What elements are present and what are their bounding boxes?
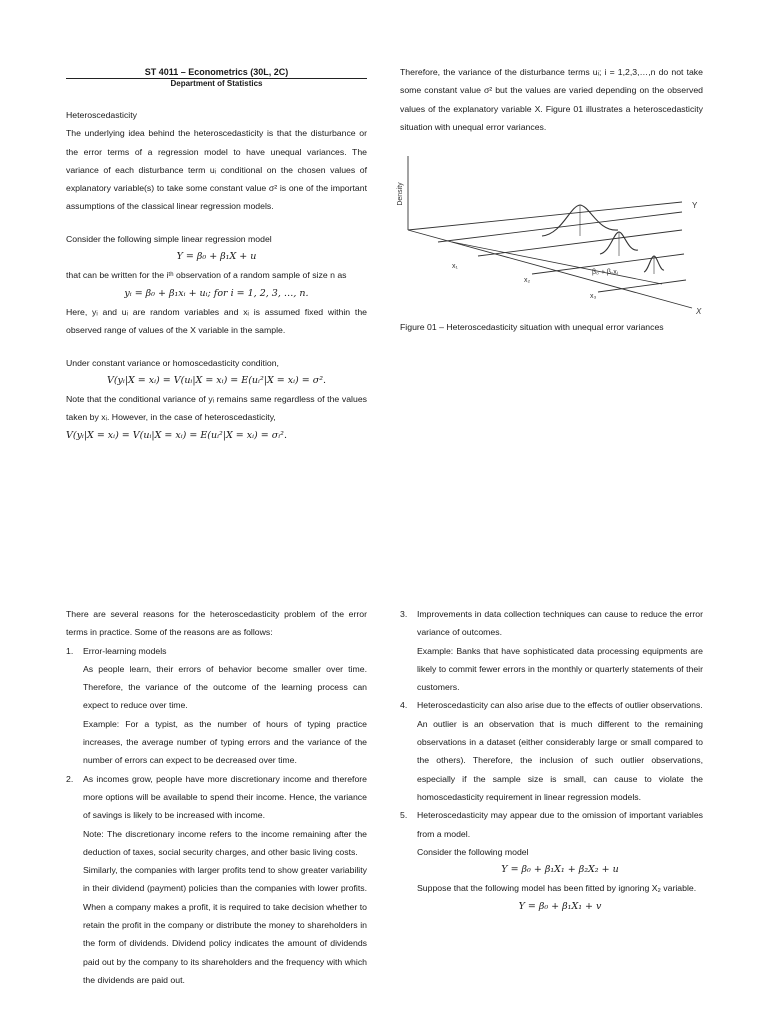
list-item <box>400 806 703 916</box>
full-model-equation: Y = β₀ + β₁X₁ + β₂X₂ + u <box>501 864 619 876</box>
homoscedasticity-equation: V(yᵢ|X = xᵢ) = V(uᵢ|X = xᵢ) = E(uᵢ²|X = xᵢ) = σ². <box>106 374 327 386</box>
suppose-text: Suppose that the following model has been fitted by ignoring X₂ variable. <box>417 883 697 894</box>
department-name: Department of Statistics <box>170 79 263 88</box>
item-number: 1. <box>66 645 74 656</box>
homoscedasticity-intro: Under constant variance or homoscedasticity condition, <box>66 357 279 368</box>
item-number: 5. <box>400 810 408 821</box>
x3-label: x₃ <box>590 293 597 300</box>
variance-paragraph: Therefore, the variance of the disturbance terms uᵢ; i = 1,2,3,…,n do not take some constant value σ² but the values are varied depending on the observed values of the explanatory variable X. Figure 01 illustrates a heteroscedasticity situation with unequal error variances. <box>400 67 703 132</box>
consider-text: Consider the following model <box>417 846 529 857</box>
spacer <box>66 216 367 230</box>
item-example: Example: Banks that have sophisticated data processing equipments are likely to commit fewer errors in the monthly or quarterly statements of their customers. <box>417 645 703 693</box>
page1-right-column <box>400 63 703 136</box>
list-item <box>66 770 367 990</box>
item-title: Error-learning models <box>83 645 167 656</box>
item-number: 2. <box>66 773 74 784</box>
model-equation: Y = β₀ + β₁X + u <box>176 251 257 263</box>
ith-equation: yᵢ = β₀ + β₁xᵢ + uᵢ; for i = 1, 2, 3, …, n. <box>124 287 309 299</box>
plane-line-1 <box>438 212 682 242</box>
list-item <box>400 605 703 696</box>
item-body: As people learn, their errors of behavior become smaller over time. Therefore, the variance of the outcome of the learning process can expect to reduce over time. <box>83 663 367 711</box>
x-label: X <box>696 307 702 316</box>
density-label: Density <box>397 182 404 206</box>
here-paragraph: Here, yᵢ and uᵢ are random variables and xᵢ is assumed fixed within the observed range of values of the X variable in the sample. <box>66 306 367 336</box>
item-example: Example: For a typist, as the number of hours of typing practice increases, the average number of typing errors and the variance of the number of errors can expect to be decreased over time. <box>83 718 367 766</box>
y-axis <box>408 202 682 230</box>
reasons-intro: There are several reasons for the heteroscedasticity problem of the error terms in practice. Some of the reasons are as follows: <box>66 609 367 638</box>
reasons-list-left <box>66 642 367 990</box>
reduced-model-equation: Y = β₀ + β₁X₁ + v <box>518 900 602 912</box>
page2-right-column <box>400 605 703 916</box>
heteroscedasticity-figure <box>392 150 712 320</box>
page-2 <box>0 560 768 1024</box>
regression-line <box>452 242 662 284</box>
item-body: An outlier is an observation that is much different to the remaining observations in a dataset (either considerably large or small compared to the others). Therefore, the inclusion of such outlier observations, especially if the sample size is small, can cause to violate the homoscedasticity requirement in linear regression models. <box>417 718 703 802</box>
heteroscedasticity-equation: V(yᵢ|X = xᵢ) = V(uᵢ|X = xᵢ) = E(uᵢ²|X = xᵢ) = σᵢ². <box>66 429 287 441</box>
item-title: As incomes grow, people have more discretionary income and therefore more options will be available to spend their income. Hence, the variance of savings is likely to be increased with income. <box>83 773 367 821</box>
x1-label: x₁ <box>452 263 458 270</box>
item-title: Improvements in data collection techniques can cause to reduce the error variance of outcomes. <box>417 609 703 638</box>
page2-left-column <box>66 605 367 989</box>
item-title: Heteroscedasticity may appear due to the omission of important variables from a model. <box>417 810 703 839</box>
section-heading: Heteroscedasticity <box>66 110 137 120</box>
x2-label: x₂ <box>524 277 531 284</box>
list-item <box>66 642 367 770</box>
figure-caption: Figure 01 – Heteroscedasticity situation with unequal error variances <box>400 322 664 332</box>
item-title: Heteroscedasticity can also arise due to the effects of outlier observations. <box>417 700 703 711</box>
item-similarly: Similarly, the companies with larger profits tend to show greater variability in their dividend (payment) policies than the companies with lower profits. When a company makes a profit, it is required to take decision whether to retain the profit in the company or distribute the money to shareholders in the form of dividends. Dividend policy indicates the amount of dividends paid out by the company to its shareholders and the frequency with which the dividends are paid out. <box>83 865 367 985</box>
item-note: Note: The discretionary income refers to the income remaining after the deduction of taxes, social security charges, and other basic living costs. <box>83 828 367 857</box>
page1-left-column <box>66 106 367 445</box>
note-paragraph: Note that the conditional variance of yᵢ remains same regardless of the values taken by xᵢ. However, in the case of heteroscedasticity, <box>66 394 367 423</box>
reasons-list-right <box>400 605 703 916</box>
course-title: ST 4011 – Econometrics (30L, 2C) <box>144 67 289 77</box>
regression-line-label: β₀ + β₁xᵢ <box>592 269 618 276</box>
header-rule <box>66 78 367 79</box>
spacer <box>66 340 367 354</box>
item-number: 4. <box>400 700 408 711</box>
y-label: Y <box>692 201 698 210</box>
ith-observation-text: that can be written for the iᵗʰ observation of a random sample of size n as <box>66 270 347 281</box>
item-number: 3. <box>400 609 408 619</box>
list-item <box>400 696 703 806</box>
intro-paragraph: The underlying idea behind the heteroscedasticity is that the disturbance or the error terms of a regression model to have unequal variances. The variance of each disturbance term uᵢ conditional on the chosen values of explanatory variable(s) to take some constant value σ² is one of the important assumptions of the classical linear regression models. <box>66 128 367 212</box>
x-axis <box>408 230 692 308</box>
model-intro: Consider the following simple linear regression model <box>66 233 272 244</box>
